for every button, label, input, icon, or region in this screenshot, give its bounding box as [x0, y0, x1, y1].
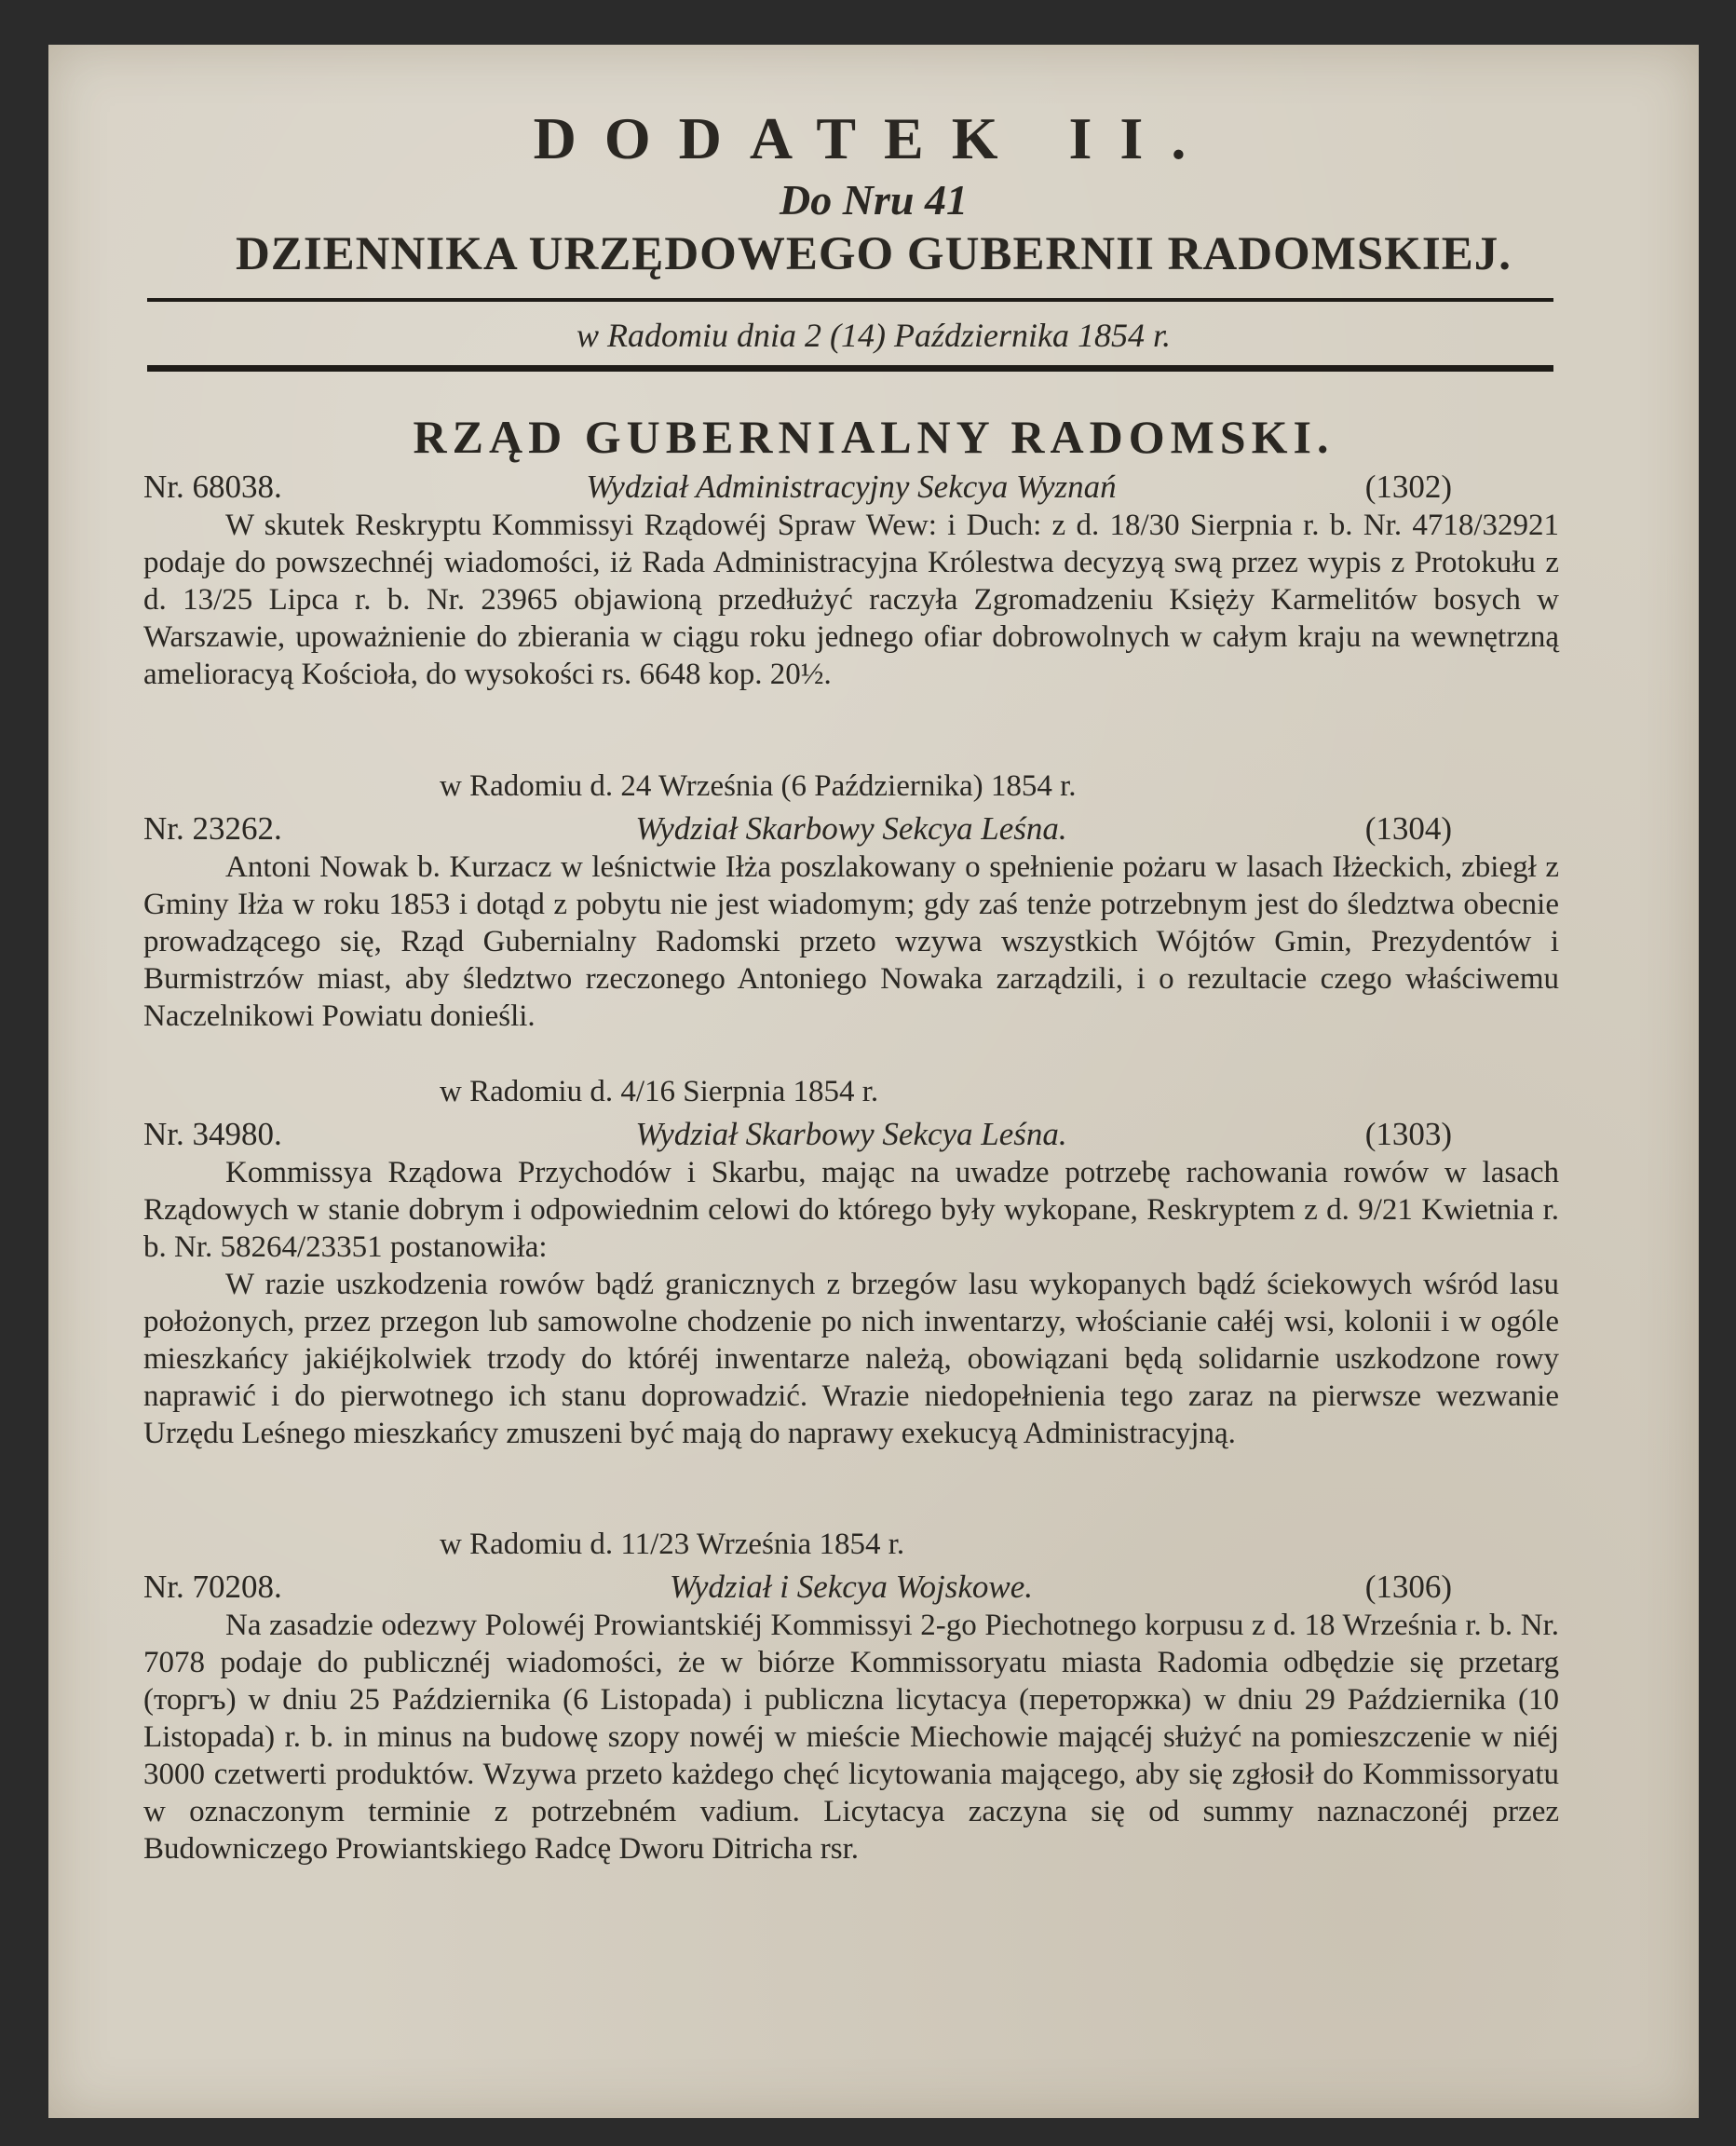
notice-department: Wydział Skarbowy Sekcya Leśna.: [635, 1116, 1067, 1152]
notice-number: Nr. 68038.: [143, 469, 282, 505]
notice-department: Wydział Skarbowy Sekcya Leśna.: [635, 810, 1067, 847]
notice-code: (1303): [1364, 1116, 1452, 1152]
notice-code: (1302): [1364, 469, 1452, 505]
issue-date: w Radomiu dnia 2 (14) Października 1854 r.: [576, 317, 1171, 354]
notice-department: Wydział Administracyjny Sekcya Wyznań: [586, 469, 1117, 505]
notice-header: [143, 469, 1559, 506]
notice-text: W skutek Reskryptu Kommissyi Rządowéj Spraw Wew: i Duch: z d. 18/30 Sierpnia r. b. Nr. 4718/32921 podaje do powszechnéj wiadomości, iż Rada Administracyjna Królestwa decyzyą swą przez wypis z Protokułu z d. 13/25 Lipca r. b. Nr. 23965 objawioną przedłużyć raczyła Zgromadzeniu Księży Karmelitów bosych w Warszawie, upoważnienie do zbierania w ciągu roku jednego ofiar dobrowolnych w całym kraju na wewnętrzną amelioracyą Kościoła, do wysokości rs. 6648 kop. 20½.: [143, 509, 1559, 691]
notice-code: (1304): [1364, 810, 1452, 847]
notice-date: w Radomiu d. 24 Września (6 Października) 1854 r.: [440, 769, 1077, 803]
issue-number: Do Nru 41: [780, 176, 968, 224]
newspaper-name: DZIENNIKA URZĘDOWEGO GUBERNII RADOMSKIEJ.: [235, 228, 1512, 280]
notice-department: Wydział i Sekcya Wojskowe.: [669, 1569, 1034, 1605]
notice-number: Nr. 70208.: [143, 1569, 282, 1605]
notice-text-continued: W razie uszkodzenia rowów bądź granicznych z brzegów lasu wykopanych bądź ściekowych wśród lasu położonych, przez przegon lub samowolne chodzenie po nich inwentarzy, włościanie całéj wsi, kolonii i w ogóle mieszkańcy jakiéjkolwiek trzody do któréj inwentarze należą, obowiązani będą solidarnie uszkodzone rowy naprawić i do pierwotnego ich stanu doprowadzić. Wrazie niedopełnienia tego zaraz na pierwsze wezwanie Urzędu Leśnego mieszkańcy zmuszeni być mają do naprawy exekucyą Administracyjną.: [143, 1268, 1559, 1450]
notice-text: Na zasadzie odezwy Polowéj Prowiantskiéj Kommissyi 2-go Piechotnego korpusu z d. 18 Września r. b. Nr. 7078 podaje do publicznéj wiadomości, że w biórze Kommissoryatu miasta Radomia odbędzie się przetarg (торгъ) w dniu 25 Października (6 Listopada) i publiczna licytacya (переторжка) w dniu 29 Października (10 Listopada) r. b. in minus na budowę szopy nowéj w mieście Miechowie mającéj służyć na pomieszczenie w niéj 3000 czetwerti produktów. Wzywa przeto każdego chęć licytowania mającego, aby się zgłosił do Kommissoryatu w oznaczonym terminie z potrzebném vadium. Licytacya zaczyna się od summy naznaczonéj przez Budowniczego Prowiantskiego Radcę Dworu Ditricha rsr.: [143, 1609, 1559, 1866]
notice-number: Nr. 34980.: [143, 1116, 282, 1152]
notice-code: (1306): [1364, 1569, 1452, 1605]
header-divider-bottom: [147, 365, 1553, 372]
newspaper-page: [48, 45, 1699, 2118]
header-divider-top: [147, 298, 1553, 302]
notice-header: [143, 1116, 1559, 1153]
notice-number: Nr. 23262.: [143, 810, 282, 847]
supplement-title: DODATEK II.: [533, 105, 1214, 171]
notice-text: Antoni Nowak b. Kurzacz w leśnictwie Iłża poszlakowany o spełnienie pożaru w lasach Iłżeckich, zbiegł z Gminy Iłża w roku 1853 i dotąd z pobytu nie jest wiadomym; gdy zaś tenże potrzebnym jest do śledztwa obecnie prowadzącego się, Rząd Gubernialny Radomski przeto wzywa wszystkich Wójtów Gmin, Prezydentów i Burmistrzów miast, aby śledztwo rzeczonego Antoniego Nowaka zarządzili, i o rezultacie czego właściwemu Naczelnikowi Powiatu donieśli.: [143, 850, 1559, 1033]
issuer-heading: RZĄD GUBERNIALNY RADOMSKI.: [413, 411, 1335, 463]
notice-text: Kommissya Rządowa Przychodów i Skarbu, mając na uwadze potrzebę rachowania rowów w lasach Rządowych w stanie dobrym i odpowiednim celowi do którego były wykopane, Reskryptem z d. 9/21 Kwietnia r. b. Nr. 58264/23351 postanowiła:: [143, 1156, 1559, 1264]
notice-header: [143, 810, 1559, 848]
notice-date: w Radomiu d. 11/23 Września 1854 r.: [440, 1528, 905, 1561]
notice-date: w Radomiu d. 4/16 Sierpnia 1854 r.: [440, 1075, 879, 1108]
notice-header: [143, 1569, 1559, 1606]
